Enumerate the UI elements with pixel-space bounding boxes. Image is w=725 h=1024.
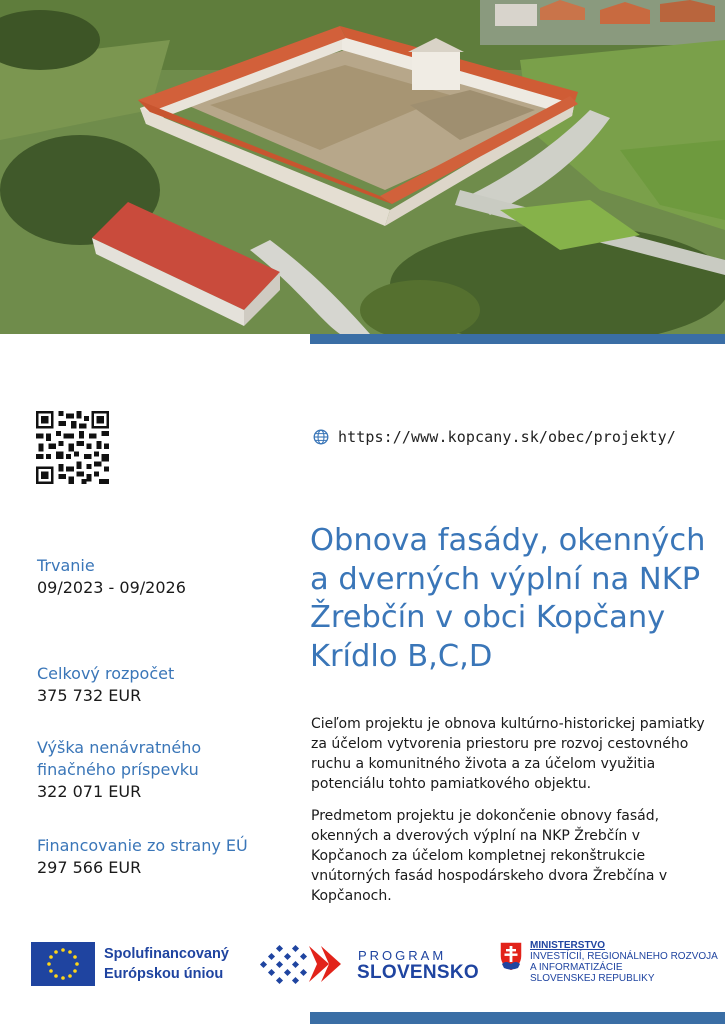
website-link[interactable] (313, 428, 676, 446)
ministry-text-line: A INFORMATIZÁCIE (530, 962, 623, 973)
program-slovensko-logo-icon (259, 940, 351, 988)
eu-flag-icon (31, 942, 95, 986)
funding-logos (0, 938, 725, 998)
eu-text-line: Európskou úniou (104, 966, 224, 982)
project-title: Obnova fasády, okenných a dverných výplní na NKP Žrebčín v obci Kopčany Krídlo B,C,D (310, 523, 706, 674)
qr-code (36, 411, 109, 484)
fact-label: Celkový rozpočet (37, 664, 175, 683)
globe-icon (313, 429, 329, 445)
slovensko-label: SLOVENSKO (357, 962, 479, 983)
eu-cofinanced-label (104, 944, 229, 984)
ministry-text-line: MINISTERSTVO (530, 940, 606, 951)
ministry-label (530, 940, 718, 984)
fact-value: 322 071 EUR (37, 782, 142, 801)
program-label: PROGRAM (358, 948, 447, 963)
fact-value: 297 566 EUR (37, 858, 142, 877)
fact-label: Financovanie zo strany EÚ (37, 836, 248, 855)
website-url[interactable]: https://www.kopcany.sk/obec/projekty/ (338, 428, 676, 446)
fact-label: Výška nenávratného finačného príspevku (37, 738, 202, 779)
fact-grant-amount (37, 737, 227, 803)
fact-total-budget (37, 663, 297, 707)
fact-label: Trvanie (37, 556, 95, 575)
fact-value: 09/2023 - 09/2026 (37, 578, 186, 597)
eu-text-line: Spolufinancovaný (104, 946, 229, 962)
slovak-coat-of-arms-icon (498, 940, 524, 972)
bottom-accent-bar (310, 1012, 725, 1024)
fact-eu-funding (37, 835, 297, 879)
ministry-text-line: INVESTÍCIÍ, REGIONÁLNEHO ROZVOJA (530, 951, 718, 962)
ministry-text-line: SLOVENSKEJ REPUBLIKY (530, 973, 655, 984)
hero-aerial-photo (0, 0, 725, 334)
fact-value: 375 732 EUR (37, 686, 142, 705)
project-goal-paragraph: Cieľom projektu je obnova kultúrno-historickej pamiatky za účelom vytvorenia priestoru pre rozvoj cestovného ruchu a komunitného života a za účelom využitia potenciálu tohto pamiatkového objektu. (311, 716, 705, 792)
fact-duration (37, 555, 297, 599)
top-accent-bar (310, 334, 725, 344)
project-subject-paragraph: Predmetom projektu je dokončenie obnovy fasád, okenných a dverových výplní na NKP Žrebčín v Kopčanoch za účelom kompletnej rekonštrukcie vnútorných fasád hospodárskeho dvora Žrebčína v Kopčanoch. (311, 808, 668, 904)
